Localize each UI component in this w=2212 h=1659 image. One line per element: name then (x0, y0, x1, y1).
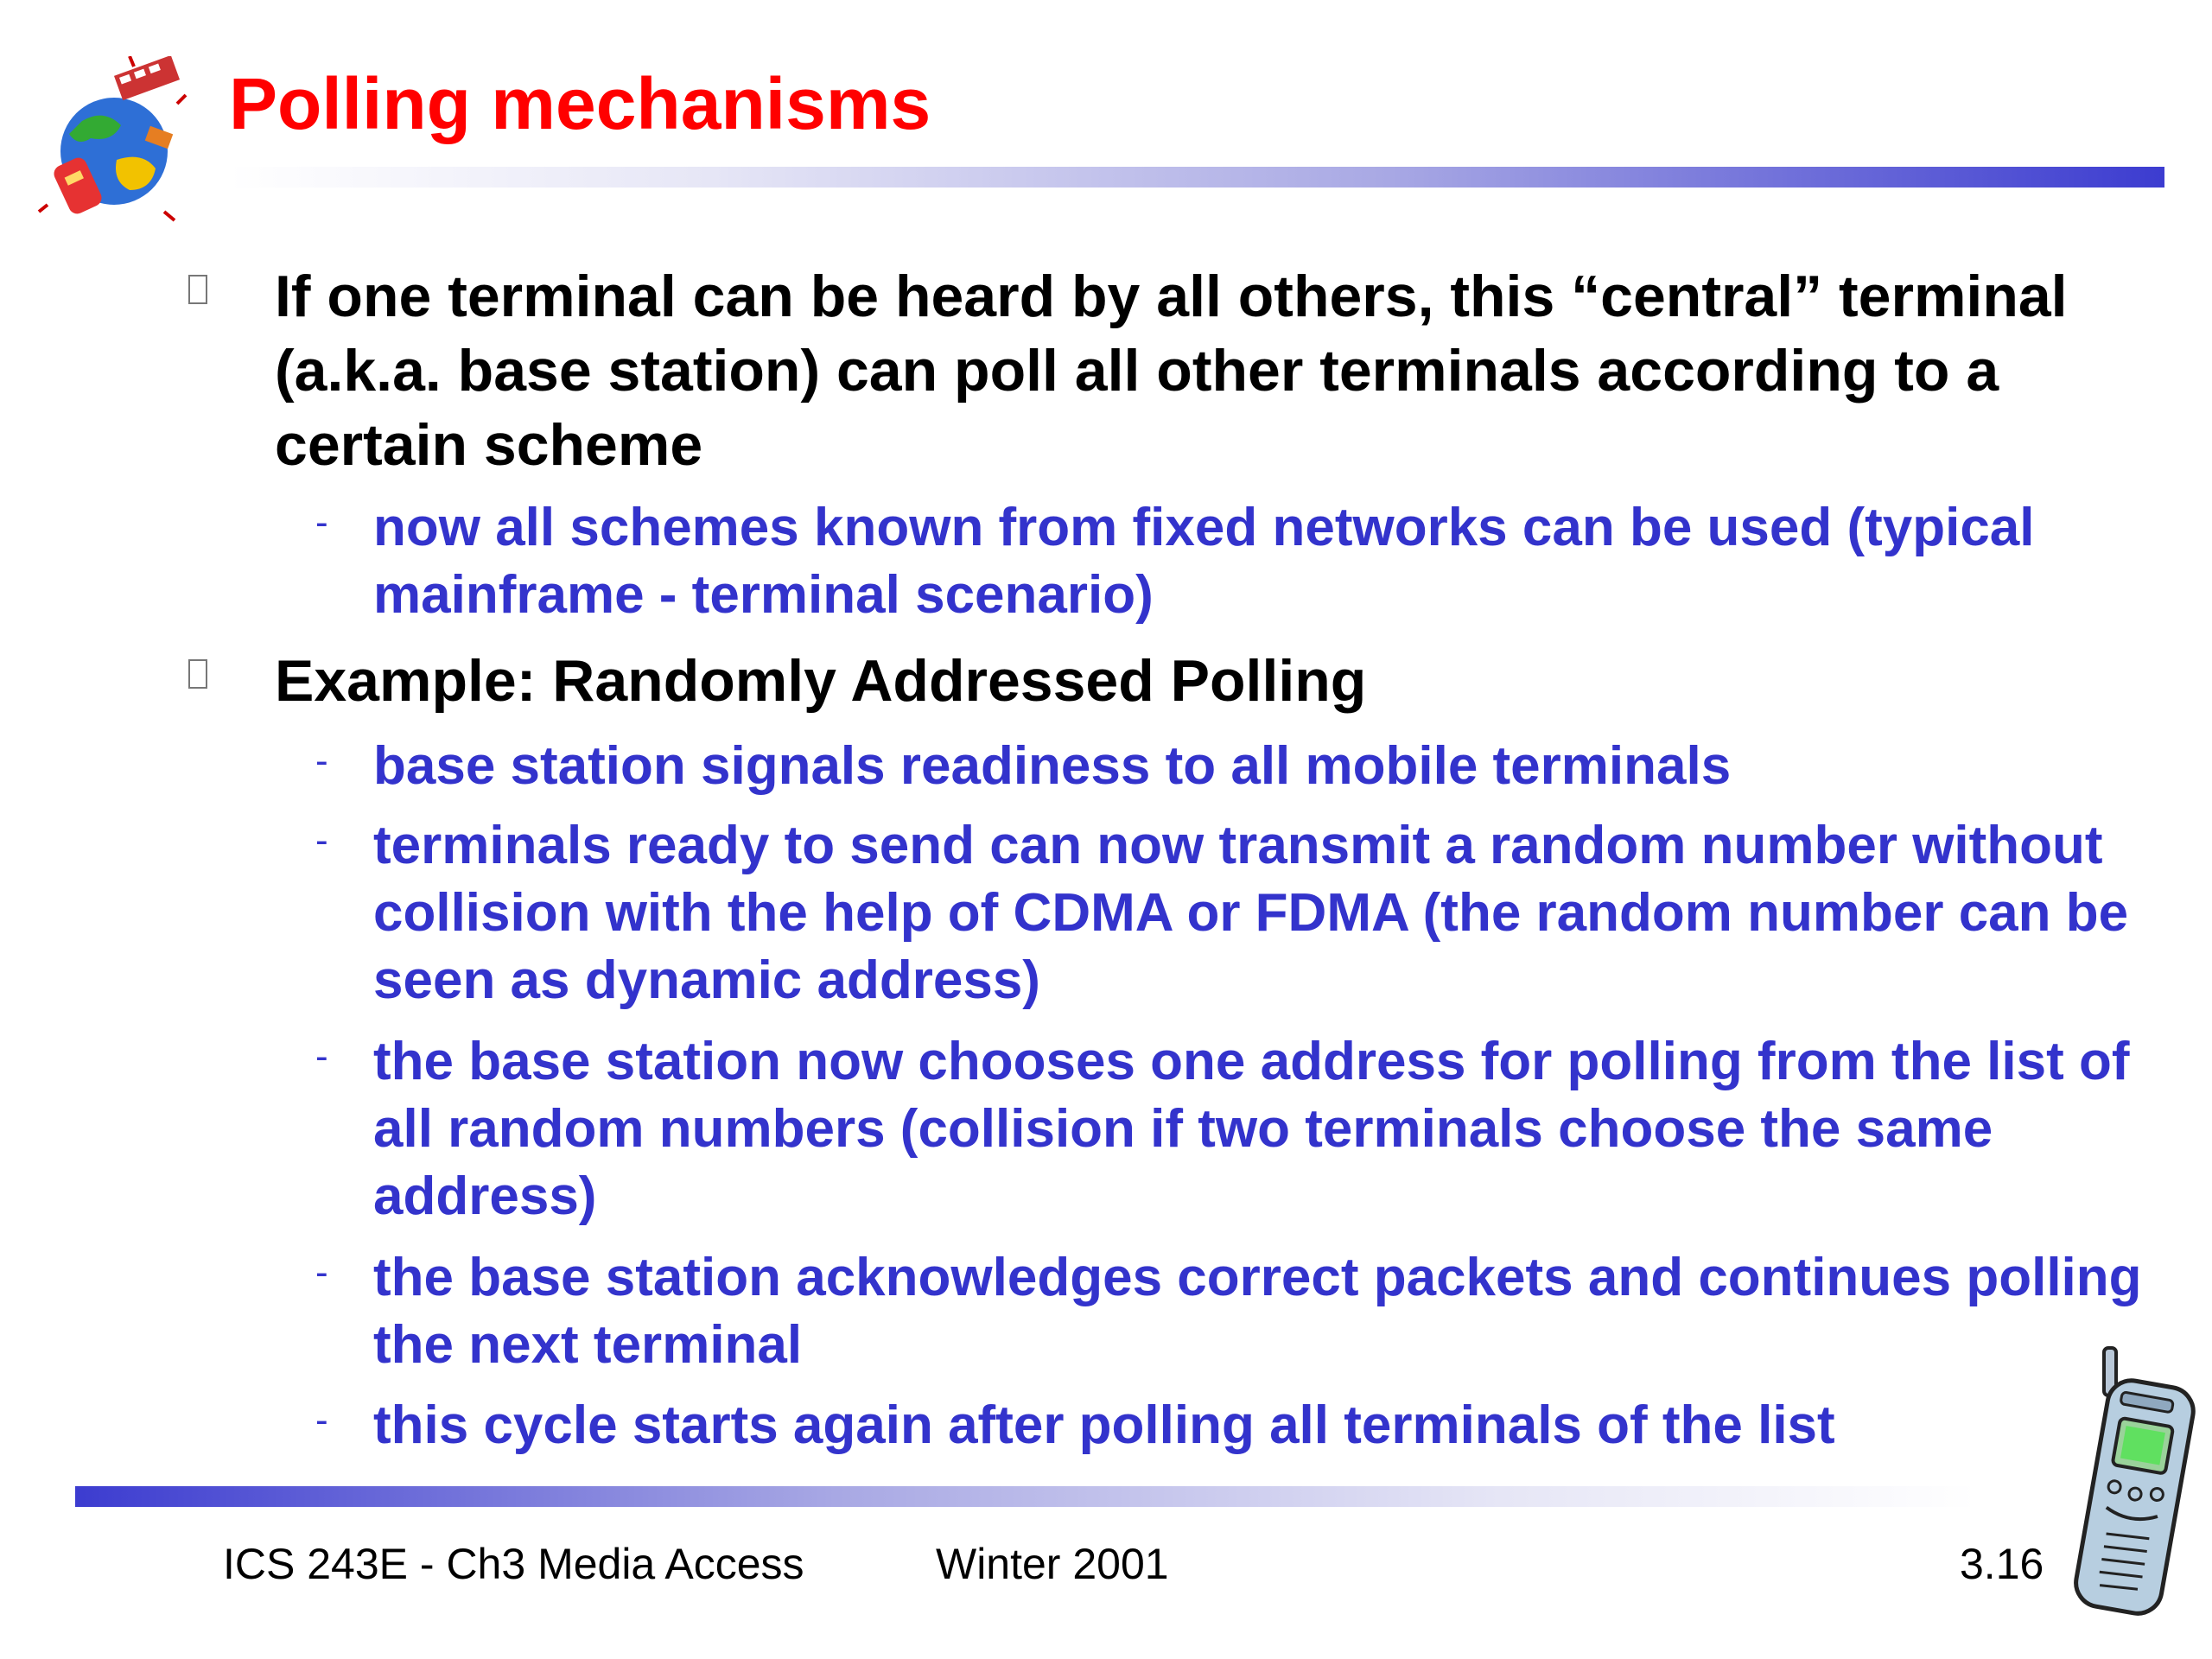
dash-marker: - (315, 501, 328, 543)
sub-item-text: the base station now chooses one address for polling from the list of all random numbers (collision if two terminals choose the same address) (373, 1032, 2130, 1226)
dash-marker: - (315, 1035, 328, 1077)
sub-item-text: now all schemes known from fixed networks can be used (typical mainframe - terminal scenario) (373, 498, 2035, 625)
dash-marker: - (315, 819, 328, 861)
footer-course: ICS 243E - Ch3 Media Access (223, 1540, 804, 1588)
sub-item-text: this cycle starts again after polling all terminals of the list (373, 1395, 1835, 1455)
bullet-box-icon (188, 275, 207, 304)
bullet-text: Example: Randomly Addressed Polling (275, 648, 1367, 714)
bullet-box-icon (188, 659, 207, 689)
title-divider (229, 167, 2164, 188)
globe-telecom-clipart-icon (35, 56, 190, 225)
footer-page-number: 3.16 (1960, 1540, 2044, 1588)
sub-item-text: the base station acknowledges correct packets and continues polling the next terminal (373, 1248, 2142, 1375)
footer-divider (75, 1486, 1976, 1507)
sub-item-text: base station signals readiness to all mobile terminals (373, 736, 1732, 796)
dash-marker: - (315, 1251, 328, 1294)
slide-title: Polling mechanisms (229, 63, 931, 144)
sub-item-text: terminals ready to send can now transmit a random number without collision with the help of CDMA or FDMA (the random number can be seen as dynamic address) (373, 816, 2129, 1010)
dash-marker: - (315, 1399, 328, 1441)
footer-term: Winter 2001 (936, 1540, 1169, 1588)
mobile-phone-clipart-icon (2065, 1344, 2203, 1620)
dash-marker: - (315, 740, 328, 782)
bullet-text: If one terminal can be heard by all others, this “central” terminal (a.k.a. base station) can poll all other terminals according to a certain scheme (275, 264, 2068, 478)
